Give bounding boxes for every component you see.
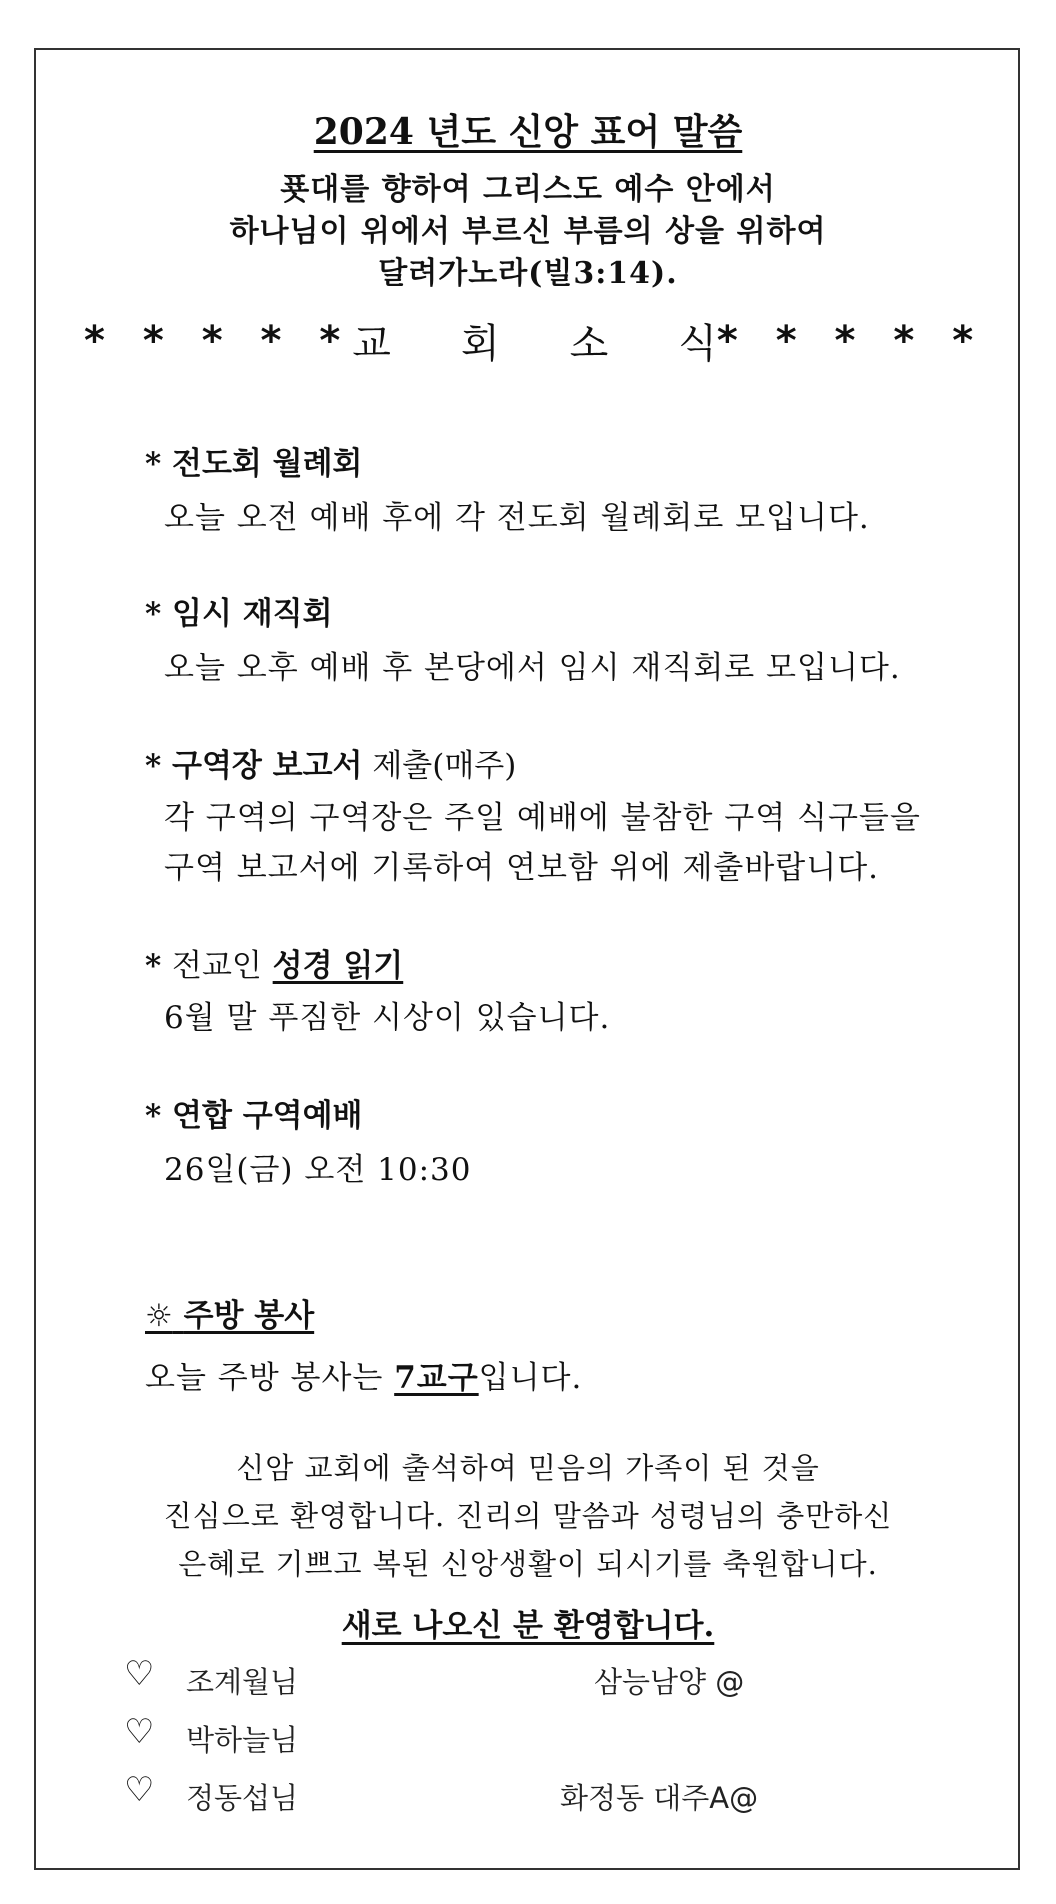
- notice-title: 전교인: [172, 948, 262, 984]
- notice-heading: [145, 1090, 362, 1135]
- welcome-line-3: 은혜로 기쁘고 복된 신앙생활이 되시기를 축원합니다.: [178, 1547, 878, 1581]
- welcome-line-2: 진심으로 환영합니다. 진리의 말씀과 성령님의 충만하신: [163, 1499, 893, 1533]
- verse-line-1: 푯대를 향하여 그리스도 예수 안에서: [280, 172, 776, 207]
- notice-title-extra: 성경 읽기: [272, 948, 404, 984]
- notice-title: 구역장 보고서: [172, 748, 363, 784]
- banner-char: 회: [460, 321, 500, 367]
- notice-title: 임시 재직회: [172, 596, 333, 632]
- notice-text: 6월 말 푸짐한 시상이 있습니다.: [164, 1000, 611, 1036]
- banner-stars-right: * * * * *: [716, 317, 986, 364]
- banner-char: 교: [352, 321, 391, 367]
- notice-text: 오늘 오전 예배 후에 각 전도회 월례회로 모입니다.: [164, 500, 870, 536]
- notice-bullet: *: [145, 596, 162, 632]
- verse-line-2: 하나님이 위에서 부르신 부름의 상을 위하여: [229, 214, 827, 249]
- notice-bullet: *: [145, 1098, 162, 1134]
- notice-text: 각 구역의 구역장은 주일 예배에 불참한 구역 식구들을: [164, 800, 921, 836]
- kitchen-text-prefix: 오늘 주방 봉사는: [145, 1360, 395, 1396]
- notice-title-extra: 제출(매주): [362, 748, 517, 784]
- visitor-location: 화정동 대주A@: [560, 1781, 759, 1815]
- notice-heading: [145, 740, 516, 785]
- notice-title: 전도회 월례회: [172, 446, 363, 482]
- notice-text: 오늘 오후 예배 후 본당에서 임시 재직회로 모입니다.: [164, 650, 901, 686]
- notice-text: 구역 보고서에 기록하여 연보함 위에 제출바랍니다.: [164, 850, 879, 886]
- notice-heading: [145, 438, 362, 483]
- notice-heading: [145, 588, 333, 633]
- heart-icon: ♡: [124, 1770, 155, 1810]
- visitor-name: 조계월님: [186, 1665, 299, 1699]
- church-news-banner: [84, 312, 986, 369]
- visitor-name: 정동섭님: [186, 1781, 299, 1815]
- kitchen-service-title: 주방 봉사: [183, 1298, 315, 1334]
- banner-title: [352, 312, 717, 369]
- kitchen-group: 7교구: [394, 1360, 479, 1396]
- notice-text: 26일(금) 오전 10:30: [164, 1152, 472, 1188]
- visitor-location: 삼능남양 @: [594, 1665, 745, 1699]
- welcome-line-1: 신암 교회에 출석하여 믿음의 가족이 된 것을: [236, 1451, 820, 1485]
- kitchen-service-heading: [145, 1290, 314, 1335]
- heart-icon: ♡: [124, 1712, 155, 1752]
- sun-icon: ☼: [145, 1298, 173, 1334]
- visitor-name: 박하늘님: [186, 1723, 299, 1757]
- notice-bullet: *: [145, 948, 162, 984]
- banner-char: 소: [569, 321, 609, 367]
- kitchen-text-suffix: 입니다.: [478, 1360, 583, 1396]
- page-title: 2024 년도 신앙 표어 말씀: [313, 111, 743, 153]
- notice-bullet: *: [145, 446, 162, 482]
- notice-bullet: *: [145, 748, 162, 784]
- notice-heading: [145, 940, 403, 985]
- banner-char: 식: [678, 321, 717, 367]
- new-visitors-heading: 새로 나오신 분 환영합니다.: [341, 1608, 715, 1644]
- verse-line-3: 달려가노라(빌3:14).: [378, 256, 678, 291]
- heart-icon: ♡: [124, 1654, 155, 1694]
- banner-stars-left: * * * * *: [84, 317, 353, 364]
- kitchen-service-text: [145, 1352, 582, 1397]
- notice-title: 연합 구역예배: [172, 1098, 363, 1134]
